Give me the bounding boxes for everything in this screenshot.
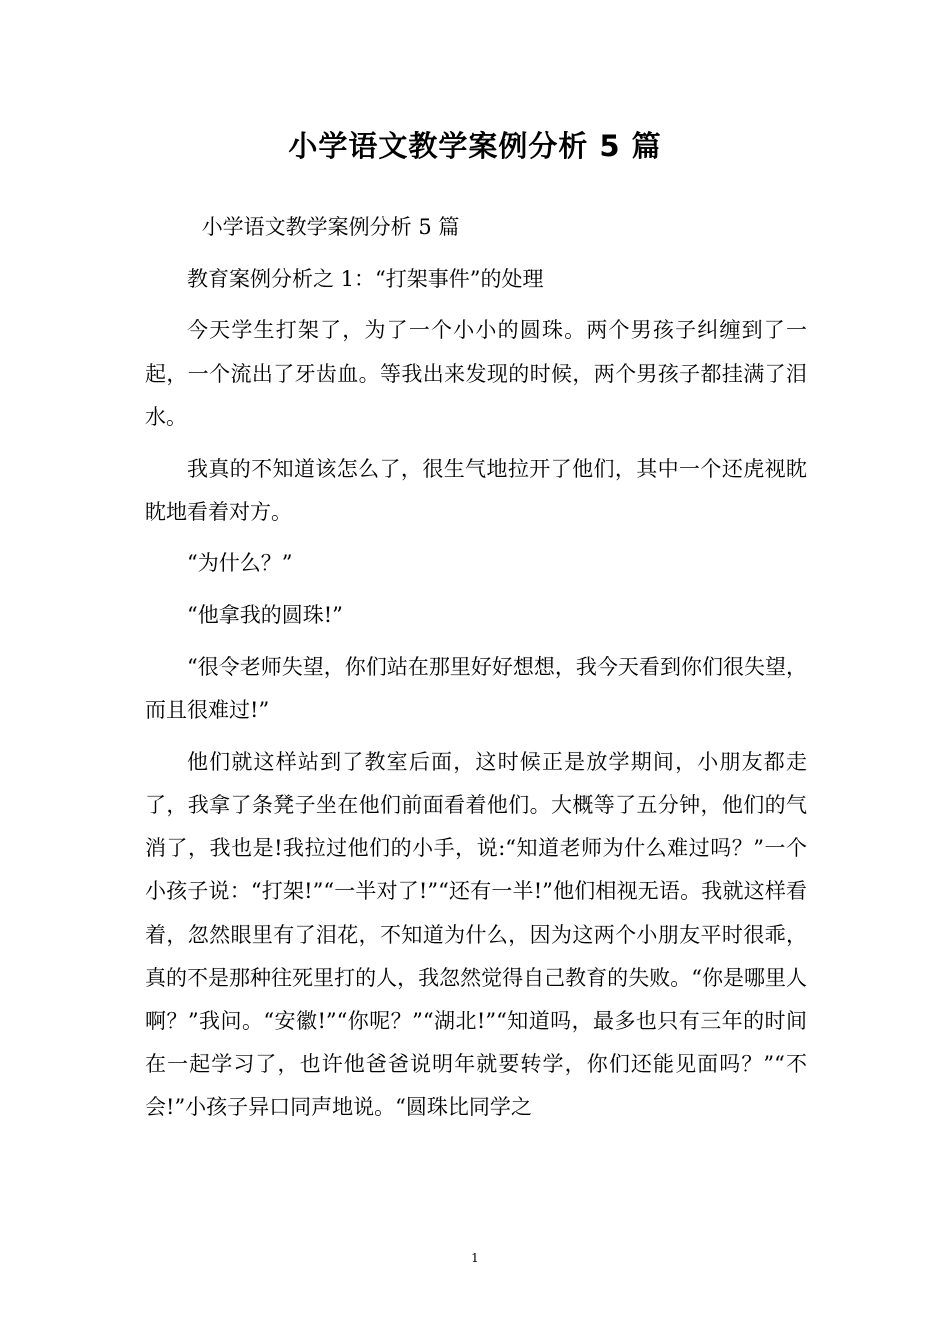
page-number: 1: [471, 1251, 479, 1265]
paragraph: 我真的不知道该怎么了，很生气地拉开了他们，其中一个还虎视眈眈地看着对方。: [145, 456, 807, 524]
dialogue-line: “很令老师失望，你们站在那里好好想想，我今天看到你们很失望，而且很难过!”: [145, 654, 807, 723]
paragraph: 他们就这样站到了教室后面，这时候正是放学期间，小朋友都走了，我拿了条凳子坐在他们前面看着他们。大概等了五分钟，他们的气消了，我也是!我拉过他们的小手，说:“知道老师为什么难过吗？”一个小孩子说：“打架!”“一半对了!”“还有一半!”他们相视无语。我就这样看着，忽然眼里有了泪花，不知道为什么，因为这两个小朋友平时很乖，真的不是那种往死里打的人，我忽然觉得自己教育的失败。“你是哪里人啊？”我问。“安徽!”“你呢？”“湖北!”“知道吗，最多也只有三年的时间在一起学习了，也许他爸爸说明年就要转学，你们还能见面吗？”“不会!”小孩子异口同声地说。“圆珠比同学之: [145, 749, 807, 1120]
document-body: [145, 206, 807, 1138]
paragraph: 今天学生打架了，为了一个小小的圆珠。两个男孩子纠缠到了一起，一个流出了牙齿血。等我出来发现的时候，两个男孩子都挂满了泪水。: [145, 318, 807, 429]
dialogue-line: “为什么？”: [187, 551, 293, 576]
document-title: 小学语文教学案例分析 5 篇: [288, 129, 662, 163]
document-subtitle: 小学语文教学案例分析 5 篇: [201, 215, 460, 239]
section-heading: 教育案例分析之 1：“打架事件”的处理: [187, 266, 544, 291]
dialogue-line: “他拿我的圆珠!”: [187, 603, 343, 628]
